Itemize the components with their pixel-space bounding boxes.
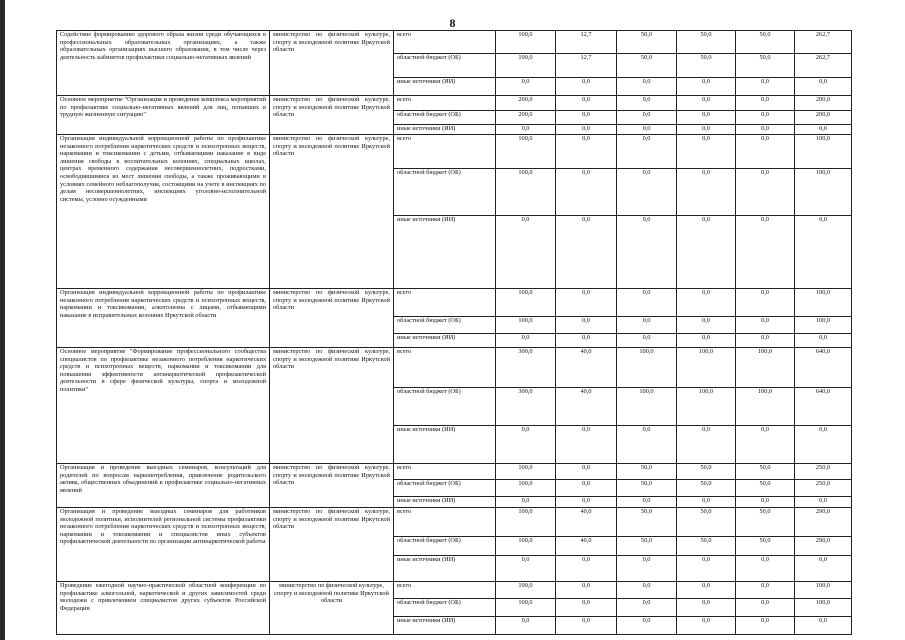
funding-source: иные источники (ИИ) — [394, 556, 496, 582]
table-row — [57, 135, 852, 169]
year-value: 0,0 — [617, 582, 677, 599]
year-value: 0,0 — [496, 556, 556, 582]
table-row — [57, 31, 852, 54]
year-value: 50,0 — [677, 464, 736, 480]
year-value: 50,0 — [677, 480, 736, 497]
year-value: 0,0 — [736, 599, 795, 617]
year-value: 0,0 — [736, 96, 795, 111]
year-value: 0,0 — [556, 135, 617, 169]
year-value: 100,0 — [677, 388, 736, 426]
total-value: 0,0 — [795, 497, 852, 508]
total-value: 640,0 — [795, 388, 852, 426]
year-value: 0,0 — [617, 289, 677, 317]
total-value: 262,7 — [795, 54, 852, 78]
year-value: 40,0 — [556, 348, 617, 388]
total-value: 100,0 — [795, 599, 852, 617]
funding-source: областной бюджет (ОБ) — [394, 317, 496, 334]
year-value: 0,0 — [617, 497, 677, 508]
year-value: 100,0 — [496, 480, 556, 497]
year-value: 0,0 — [677, 426, 736, 464]
year-value: 100,0 — [496, 464, 556, 480]
activity-description: Организация индивидуальной коррекционной работы по профилактике незаконного потребления наркотических средств и психотропных веществ, наркомании и токсикомании с детьми, отбывающими наказание в виде лишения свободы в воспитательных колониях, специальных школах, центрах временного содержания несовершеннолетних, подростками, освободившимися из мест лишения свободы, а также проживающими в условиях семейного неблагополучия, состоящими на учете в инспекциях по делам несовершеннолетних, инспекциях уголовно-исполнительной системы, условно осужденными — [57, 135, 270, 289]
funding-source: областной бюджет (ОБ) — [394, 599, 496, 617]
year-value: 0,0 — [736, 582, 795, 599]
year-value: 0,0 — [736, 169, 795, 216]
funding-source: иные источники (ИИ) — [394, 497, 496, 508]
total-value: 640,0 — [795, 348, 852, 388]
year-value: 0,0 — [677, 125, 736, 135]
year-value: 0,0 — [677, 96, 736, 111]
activity-description: Организация и проведение выездных семинаров, консультаций для родителей по вопросам наркопотребления, привлечение родительского актива, общественных объединений к профилактике социально-негативных явлений — [57, 464, 270, 508]
year-value: 50,0 — [677, 54, 736, 78]
year-value: 0,0 — [677, 497, 736, 508]
year-value: 50,0 — [736, 54, 795, 78]
total-value: 0,0 — [795, 125, 852, 135]
funding-source: областной бюджет (ОБ) — [394, 537, 496, 556]
year-value: 0,0 — [617, 617, 677, 635]
year-value: 100,0 — [496, 289, 556, 317]
year-value: 0,0 — [556, 426, 617, 464]
year-value: 200,0 — [496, 96, 556, 111]
activity-description: Содействие формированию здорового образа жизни среди обучающихся в профессиональных образовательных организациях, а также образовательных организациях высшего образования, в том числе через деятельность кабинетов профилактики социально-негативных явлений — [57, 31, 270, 96]
year-value: 0,0 — [556, 216, 617, 289]
year-value: 0,0 — [617, 556, 677, 582]
year-value: 0,0 — [736, 317, 795, 334]
funding-source: всего — [394, 348, 496, 388]
funding-source: иные источники (ИИ) — [394, 216, 496, 289]
table-row — [57, 582, 852, 599]
total-value: 0,0 — [795, 556, 852, 582]
year-value: 50,0 — [617, 31, 677, 54]
year-value: 200,0 — [496, 111, 556, 125]
year-value: 40,0 — [556, 537, 617, 556]
year-value: 100,0 — [496, 135, 556, 169]
year-value: 0,0 — [496, 125, 556, 135]
total-value: 250,0 — [795, 480, 852, 497]
year-value: 100,0 — [496, 582, 556, 599]
year-value: 0,0 — [736, 78, 795, 96]
total-value: 0,0 — [795, 334, 852, 348]
year-value: 50,0 — [736, 508, 795, 537]
year-value: 0,0 — [736, 216, 795, 289]
funding-source: всего — [394, 96, 496, 111]
page-number: 8 — [449, 16, 456, 30]
year-value: 0,0 — [677, 317, 736, 334]
year-value: 0,0 — [677, 334, 736, 348]
year-value: 100,0 — [617, 388, 677, 426]
year-value: 50,0 — [736, 537, 795, 556]
responsible-executor: министерство по физической культуре, спорту и молодежной политике Иркутской области — [270, 289, 394, 348]
responsible-executor: министерство по физической культуре, спорту и молодежной политике Иркутской области — [270, 31, 394, 96]
funding-source: всего — [394, 135, 496, 169]
year-value: 50,0 — [617, 508, 677, 537]
year-value: 100,0 — [736, 348, 795, 388]
program-funding-table — [56, 30, 852, 635]
year-value: 0,0 — [677, 78, 736, 96]
year-value: 12,7 — [556, 54, 617, 78]
total-value: 262,7 — [795, 31, 852, 54]
year-value: 0,0 — [556, 169, 617, 216]
responsible-executor: министерство по физической культуре, спорту и молодежной политике Иркутской области — [270, 348, 394, 464]
year-value: 0,0 — [496, 617, 556, 635]
year-value: 0,0 — [617, 317, 677, 334]
activity-description: Основное мероприятие "Формирование профессионального сообщества специалистов по профилактике незаконного потребления наркотических средств и психотропных веществ, наркомании и токсикомании для повышения эффективности антинаркотической профилактической деятельности в сфере физической культуры, спорта и молодежной политики" — [57, 348, 270, 464]
year-value: 0,0 — [736, 617, 795, 635]
funding-source: всего — [394, 582, 496, 599]
responsible-executor: министерство по физической культуре, спорту и молодежной политике Иркутской области — [270, 508, 394, 582]
funding-source: иные источники (ИИ) — [394, 334, 496, 348]
year-value: 0,0 — [617, 599, 677, 617]
table-body — [57, 31, 852, 635]
year-value: 0,0 — [556, 78, 617, 96]
year-value: 50,0 — [617, 480, 677, 497]
year-value: 40,0 — [556, 388, 617, 426]
year-value: 50,0 — [677, 31, 736, 54]
year-value: 0,0 — [617, 169, 677, 216]
responsible-executor: министерство по физической культуре, спорту и молодежной политике Иркутской области — [270, 582, 394, 635]
year-value: 0,0 — [556, 317, 617, 334]
year-value: 300,0 — [496, 388, 556, 426]
total-value: 100,0 — [795, 169, 852, 216]
year-value: 100,0 — [496, 599, 556, 617]
year-value: 50,0 — [617, 537, 677, 556]
year-value: 0,0 — [736, 135, 795, 169]
year-value: 0,0 — [617, 334, 677, 348]
funding-source: областной бюджет (ОБ) — [394, 480, 496, 497]
year-value: 0,0 — [496, 497, 556, 508]
year-value: 0,0 — [556, 464, 617, 480]
year-value: 0,0 — [496, 78, 556, 96]
year-value: 0,0 — [677, 111, 736, 125]
year-value: 0,0 — [617, 216, 677, 289]
activity-description: Организация и проведение выездных семинаров для работников молодежной политики, исполнителей региональной системы профилактики незаконного потребления наркотических средств и психотропных веществ, наркомании и токсикомании и специалистов иных субъектов профилактической деятельности по организации антинаркотической работы — [57, 508, 270, 582]
year-value: 0,0 — [556, 617, 617, 635]
year-value: 0,0 — [556, 334, 617, 348]
funding-source: областной бюджет (ОБ) — [394, 388, 496, 426]
year-value: 0,0 — [736, 334, 795, 348]
funding-source: всего — [394, 464, 496, 480]
total-value: 100,0 — [795, 289, 852, 317]
year-value: 50,0 — [677, 537, 736, 556]
year-value: 0,0 — [677, 556, 736, 582]
responsible-executor: министерство по физической культуре, спорту и молодежной политике Иркутской области — [270, 464, 394, 508]
year-value: 50,0 — [617, 54, 677, 78]
year-value: 0,0 — [617, 111, 677, 125]
year-value: 100,0 — [736, 388, 795, 426]
year-value: 0,0 — [496, 216, 556, 289]
total-value: 100,0 — [795, 582, 852, 599]
year-value: 100,0 — [496, 169, 556, 216]
table-row — [57, 464, 852, 480]
total-value: 100,0 — [795, 317, 852, 334]
scan-edge-mark — [0, 0, 5, 640]
year-value: 50,0 — [617, 464, 677, 480]
activity-description: Организация индивидуальной коррекционной работы по профилактике незаконного потребления наркотических средств и психотропных веществ, наркомании и токсикомании, алкоголизма с лицами, отбывающими наказание в исправительных колониях Иркутской области — [57, 289, 270, 348]
year-value: 0,0 — [736, 556, 795, 582]
total-value: 290,0 — [795, 537, 852, 556]
year-value: 0,0 — [556, 599, 617, 617]
year-value: 0,0 — [617, 78, 677, 96]
year-value: 0,0 — [736, 289, 795, 317]
year-value: 0,0 — [736, 497, 795, 508]
funding-source: иные источники (ИИ) — [394, 78, 496, 96]
year-value: 0,0 — [736, 426, 795, 464]
year-value: 0,0 — [736, 125, 795, 135]
year-value: 100,0 — [496, 537, 556, 556]
funding-source: областной бюджет (ОБ) — [394, 169, 496, 216]
year-value: 0,0 — [556, 96, 617, 111]
year-value: 0,0 — [556, 289, 617, 317]
total-value: 0,0 — [795, 216, 852, 289]
total-value: 290,0 — [795, 508, 852, 537]
year-value: 0,0 — [677, 135, 736, 169]
year-value: 100,0 — [496, 31, 556, 54]
funding-source: всего — [394, 289, 496, 317]
year-value: 0,0 — [617, 426, 677, 464]
year-value: 0,0 — [556, 497, 617, 508]
year-value: 0,0 — [556, 111, 617, 125]
year-value: 0,0 — [677, 582, 736, 599]
year-value: 0,0 — [617, 135, 677, 169]
year-value: 0,0 — [496, 426, 556, 464]
year-value: 0,0 — [736, 111, 795, 125]
year-value: 50,0 — [736, 480, 795, 497]
funding-source: иные источники (ИИ) — [394, 125, 496, 135]
year-value: 0,0 — [677, 169, 736, 216]
year-value: 0,0 — [496, 334, 556, 348]
table-row — [57, 508, 852, 537]
year-value: 0,0 — [677, 599, 736, 617]
total-value: 0,0 — [795, 78, 852, 96]
responsible-executor: министерство по физической культуре, спорту и молодежной политике Иркутской области — [270, 96, 394, 135]
funding-source: областной бюджет (ОБ) — [394, 111, 496, 125]
year-value: 100,0 — [496, 54, 556, 78]
table-row — [57, 289, 852, 317]
funding-source: иные источники (ИИ) — [394, 617, 496, 635]
funding-source: всего — [394, 508, 496, 537]
funding-source: иные источники (ИИ) — [394, 426, 496, 464]
total-value: 0,0 — [795, 426, 852, 464]
year-value: 50,0 — [736, 31, 795, 54]
year-value: 0,0 — [677, 216, 736, 289]
total-value: 200,0 — [795, 111, 852, 125]
funding-source: областной бюджет (ОБ) — [394, 54, 496, 78]
year-value: 0,0 — [617, 125, 677, 135]
total-value: 250,0 — [795, 464, 852, 480]
table-row — [57, 96, 852, 111]
year-value: 50,0 — [677, 508, 736, 537]
year-value: 0,0 — [556, 582, 617, 599]
year-value: 100,0 — [496, 508, 556, 537]
year-value: 0,0 — [677, 289, 736, 317]
activity-description: Проведение ежегодной научно-практической областной конференции по профилактике алкогольной, наркотической и других зависимостей среди молодежи с привлечением специалистов других субъектов Российской Федерации — [57, 582, 270, 635]
year-value: 100,0 — [677, 348, 736, 388]
year-value: 100,0 — [496, 317, 556, 334]
total-value: 0,0 — [795, 617, 852, 635]
year-value: 100,0 — [617, 348, 677, 388]
year-value: 0,0 — [556, 480, 617, 497]
year-value: 0,0 — [556, 556, 617, 582]
responsible-executor: министерство по физической культуре, спорту и молодежной политике Иркутской области — [270, 135, 394, 289]
year-value: 0,0 — [556, 125, 617, 135]
funding-source: всего — [394, 31, 496, 54]
year-value: 40,0 — [556, 508, 617, 537]
year-value: 50,0 — [736, 464, 795, 480]
year-value: 0,0 — [617, 96, 677, 111]
total-value: 200,0 — [795, 96, 852, 111]
year-value: 300,0 — [496, 348, 556, 388]
year-value: 12,7 — [556, 31, 617, 54]
year-value: 0,0 — [677, 617, 736, 635]
table-row — [57, 348, 852, 388]
activity-description: Основное мероприятие "Организация и проведение комплекса мероприятий по профилактике социально-негативных явлений для лиц, попавших в трудную жизненную ситуацию" — [57, 96, 270, 135]
total-value: 100,0 — [795, 135, 852, 169]
